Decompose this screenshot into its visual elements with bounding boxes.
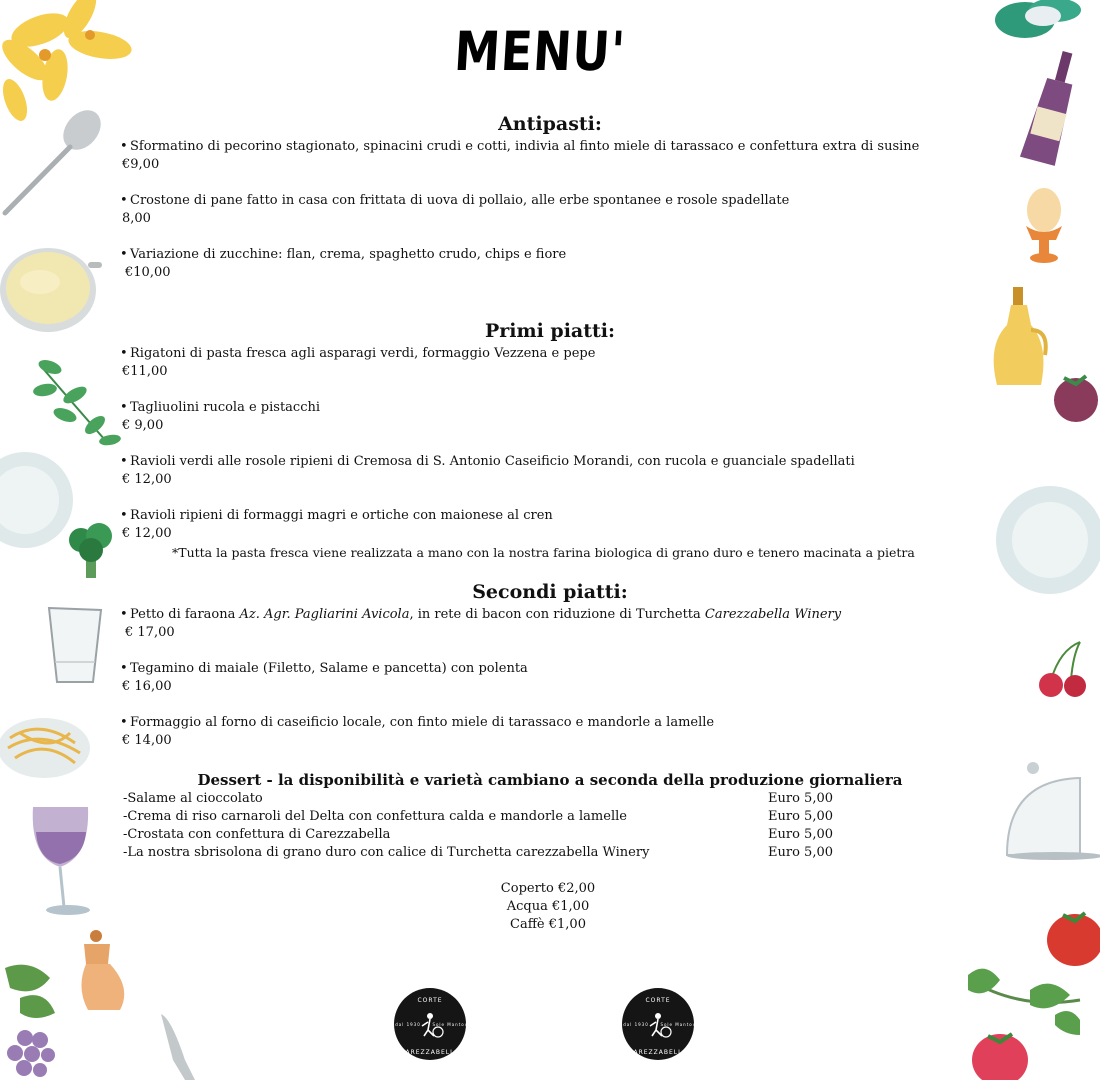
menu-item: • Sformatino di pecorino stagionato, spinacini crudi e cotti, indivia al finto miele di tarassaco e confettura extra di susine — [130, 139, 919, 154]
logo-top-text: CORTE — [417, 997, 443, 1004]
logo-bottom-text: CAREZZABELLA — [628, 1049, 688, 1056]
corte-carezzabella-logo — [622, 988, 700, 1060]
extra-coperto: Coperto €2,00 — [500, 881, 596, 896]
pasta-note: *Tutta la pasta fresca viene realizzata a mano con la nostra farina biologica di grano duro e tenero macinata a pietra — [172, 545, 915, 560]
broccoli-icon — [66, 518, 116, 580]
menu-item: • Ravioli ripieni di formaggi magri e ortiche con maionese al cren — [130, 508, 553, 523]
dessert-title: Dessert - la disponibilità e varietà cambiano a seconda della produzione giornaliera — [197, 771, 903, 789]
logo-right-text: Sole Mantova — [432, 1022, 472, 1027]
menu-item — [130, 607, 841, 622]
corte-carezzabella-logo — [394, 988, 472, 1060]
item-text-italic: Az. Agr. Pagliarini Avicola — [239, 607, 410, 622]
logo-left-text: dal 1930 — [395, 1022, 421, 1027]
wine-bottle-icon — [1000, 45, 1080, 167]
menu-item: • Rigatoni di pasta fresca agli asparagi verdi, formaggio Vezzena e pepe — [130, 346, 595, 361]
cherries-icon — [1035, 640, 1080, 702]
dessert-name: -Crostata con confettura di Carezzabella — [123, 827, 391, 842]
item-price: € 16,00 — [122, 679, 172, 694]
dessert-name: -Salame al cioccolato — [123, 791, 263, 806]
grapes-icon — [0, 958, 70, 1080]
section-title-secondi: Secondi piatti: — [472, 581, 628, 603]
dessert-price: Euro 5,00 — [768, 791, 833, 806]
vine-leaves-icon — [960, 960, 1080, 1080]
cheese-leaves-icon — [995, 0, 1080, 42]
item-price: €10,00 — [125, 265, 171, 280]
plate-right-icon — [988, 485, 1080, 595]
menu-item: • Tagliuolini rucola e pistacchi — [130, 400, 320, 415]
egg-icon — [1022, 188, 1066, 264]
menu-title: MENU' — [452, 20, 628, 83]
item-price: € 12,00 — [122, 526, 172, 541]
menu-item: • Variazione di zucchine: flan, crema, spaghetto crudo, chips e fiore — [130, 247, 566, 262]
item-price: € 17,00 — [125, 625, 175, 640]
pepper-mill-icon — [74, 928, 134, 1016]
knife-icon — [155, 1010, 205, 1080]
item-text: Petto di faraona — [130, 607, 240, 622]
berry-icon — [1050, 368, 1080, 426]
logo-right-text: Sole Mantova — [660, 1022, 700, 1027]
logo-top-text: CORTE — [645, 997, 671, 1004]
extra-caffe: Caffè €1,00 — [510, 917, 586, 932]
logo-left-text: dal 1930 — [623, 1022, 649, 1027]
dessert-name: -Crema di riso carnaroli del Delta con confettura calda e mandorle a lamelle — [123, 809, 627, 824]
herb-icon — [30, 355, 110, 445]
item-price: €11,00 — [122, 364, 168, 379]
dessert-price: Euro 5,00 — [768, 845, 833, 860]
section-title-antipasti: Antipasti: — [498, 113, 602, 135]
item-price: 8,00 — [122, 211, 151, 226]
menu-item: • Formaggio al forno di caseificio locale, con finto miele di tarassaco e mandorle a lamelle — [130, 715, 714, 730]
logo-bottom-text: CAREZZABELLA — [400, 1049, 460, 1056]
item-price: € 12,00 — [122, 472, 172, 487]
section-title-primi: Primi piatti: — [484, 320, 616, 342]
tomato-icon — [1045, 905, 1080, 967]
item-price: € 14,00 — [122, 733, 172, 748]
dessert-name: -La nostra sbrisolona di grano duro con calice di Turchetta carezzabella Winery — [123, 845, 650, 860]
menu-item: • Ravioli verdi alle rosole ripieni di Cremosa di S. Antonio Caseificio Morandi, con rucola e guanciale spadellati — [130, 454, 855, 469]
menu-item: • Crostone di pane fatto in casa con frittata di uova di pollaio, alle erbe spontanee e rosole spadellate — [130, 193, 789, 208]
menu-item: • Tegamino di maiale (Filetto, Salame e pancetta) con polenta — [130, 661, 528, 676]
item-text: , in rete di bacon con riduzione di Turchetta — [409, 607, 705, 622]
item-price: €9,00 — [122, 157, 160, 172]
item-price: € 9,00 — [122, 418, 164, 433]
glass-icon — [45, 602, 105, 687]
pasta-plate-icon — [0, 708, 92, 778]
item-text-italic: Carezzabella Winery — [704, 607, 842, 622]
dessert-price: Euro 5,00 — [768, 827, 833, 842]
plate-icon — [0, 445, 75, 555]
dessert-price: Euro 5,00 — [768, 809, 833, 824]
extra-acqua: Acqua €1,00 — [506, 899, 590, 914]
